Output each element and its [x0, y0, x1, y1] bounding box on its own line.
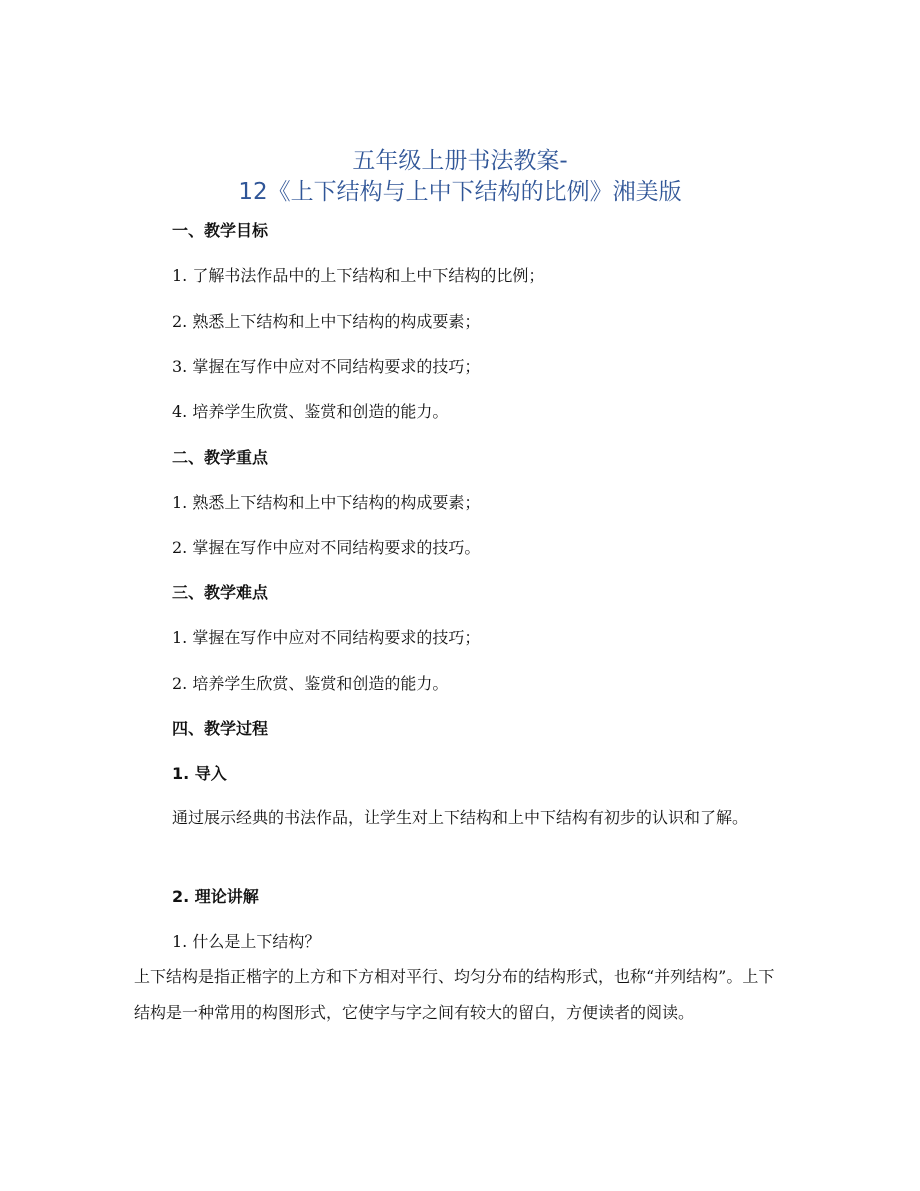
- difficulty-item: 1. 掌握在写作中应对不同结构要求的技巧；: [172, 628, 481, 647]
- step-heading-intro: 1. 导入: [172, 764, 227, 783]
- objective-item: 2. 熟悉上下结构和上中下结构的构成要素；: [172, 312, 481, 331]
- section-heading-objectives: 一、教学目标: [172, 221, 269, 240]
- difficulty-item: 2. 培养学生欣赏、鉴赏和创造的能力。: [172, 674, 449, 693]
- theory-paragraph: 上下结构是指正楷字的上方和下方相对平行、均匀分布的结构形式，也称“并列结构”。上下结构是一种常用的构图形式，它使字与字之间有较大的留白，方便读者的阅读。: [134, 967, 775, 1022]
- theory-question: 1. 什么是上下结构？: [172, 932, 321, 951]
- objective-item: 3. 掌握在写作中应对不同结构要求的技巧；: [172, 357, 481, 376]
- key-point-item: 2. 掌握在写作中应对不同结构要求的技巧。: [172, 538, 481, 557]
- section-heading-key-points: 二、教学重点: [172, 448, 269, 467]
- document-title-line2: 12《上下结构与上中下结构的比例》湘美版: [238, 179, 682, 205]
- section-heading-process: 四、教学过程: [172, 719, 269, 738]
- intro-paragraph: 通过展示经典的书法作品，让学生对上下结构和上中下结构有初步的认识和了解。: [172, 808, 749, 827]
- key-point-item: 1. 熟悉上下结构和上中下结构的构成要素；: [172, 493, 481, 512]
- step-heading-theory: 2. 理论讲解: [172, 887, 259, 906]
- objective-item: 4. 培养学生欣赏、鉴赏和创造的能力。: [172, 402, 449, 421]
- document-title-line1: 五年级上册书法教案-: [352, 148, 568, 174]
- section-heading-difficulties: 三、教学难点: [172, 583, 269, 602]
- objective-item: 1. 了解书法作品中的上下结构和上中下结构的比例；: [172, 266, 545, 285]
